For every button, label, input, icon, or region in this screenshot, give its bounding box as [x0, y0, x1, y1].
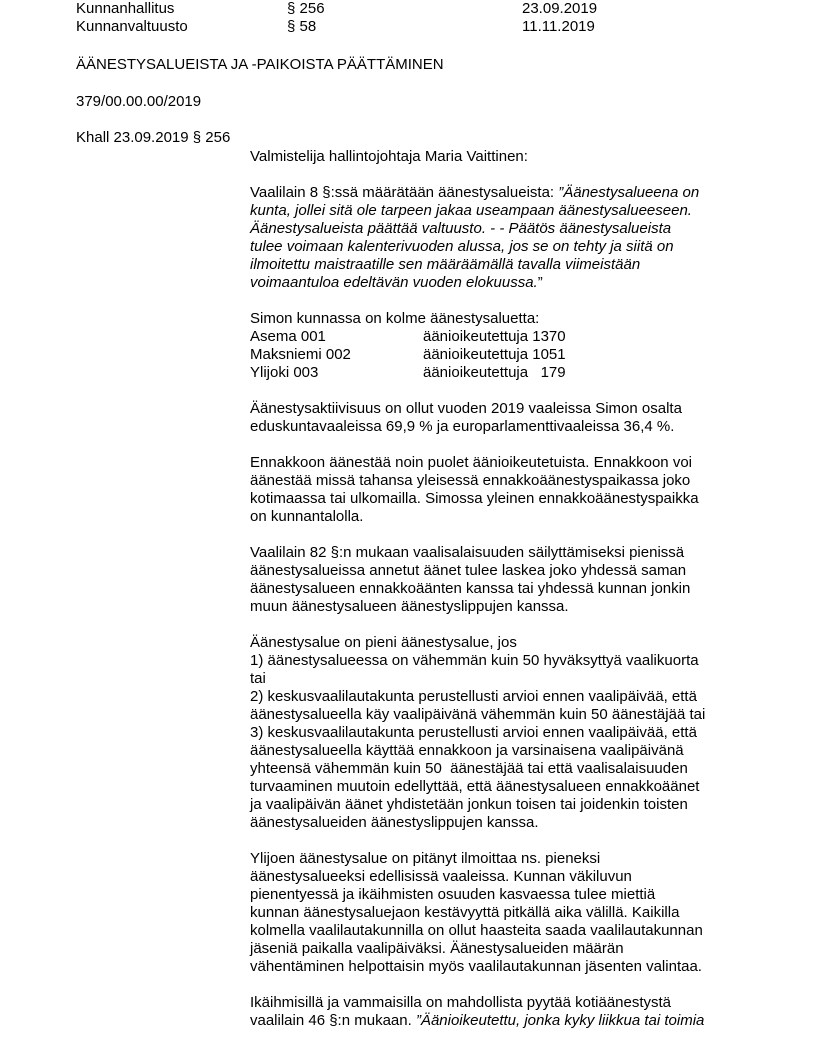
- paragraph-turnout: Äänestysaktiivisuus on ollut vuoden 2019 vaaleissa Simon osalta eduskuntavaaleissa 69,9 % ja europarlamenttivaaleissa 36,4 %.: [250, 400, 682, 435]
- district-row: Asema 001 äänioikeutettuja 1370: [250, 328, 566, 345]
- paragraph-small-district: Äänestysalue on pieni äänestysalue, jos 1) äänestysalueessa on vähemmän kuin 50 hyväksyttyä vaalikuorta tai 2) keskusvaalilautakunta perustellusti arvioi ennen vaalipäivää, että äänestysalueella käy vaalipäivänä vähemmän kuin 50 äänestäjää tai 3) keskusvaalilautakunta perustellusti arvioi ennen vaalipäivää, että äänestysalueella käyttää ennakkoon ja varsinaisena vaalipäivänä yhteensä vähemmän kuin 50 äänestäjää tai että vaalisalaisuuden turvaaminen muutoin edellyttää, että äänestysalueen ennakkoäänet ja vaalipäivän äänet yhdistetään jonkun toisen tai joidenkin toisten äänestysalueiden äänestyslippujen kanssa.: [250, 634, 706, 831]
- paragraph-ylijoki: Ylijoen äänestysalue on pitänyt ilmoittaa ns. pieneksi äänestysalueeksi edellisissä vaaleissa. Kunnan väkiluvun pienentyessä ja ikäihmisten osuuden kasvaessa tulee miettiä kunnan äänestysaluejaon kestävyyttä pitkällä aika välillä. Kaikilla kolmella vaalilautakunnilla on ollut haasteita saada vaalilautakunnan jäseniä paikalla vaalipäiväksi. Äänestysalueiden määrän vähentäminen helpottaisin myös vaalilautakunnan jäsenten valintaa.: [250, 850, 703, 975]
- header-body-2: Kunnanvaltuusto: [76, 18, 188, 35]
- districts-section: [250, 310, 750, 382]
- document-body: [250, 148, 750, 1030]
- case-number: 379/00.00.00/2019: [76, 93, 202, 110]
- header-date-1: 23.09.2019: [522, 0, 598, 17]
- paragraph-advance-voting: Ennakkoon äänestää noin puolet äänioikeutetuista. Ennakkoon voi äänestää missä tahansa yleisessä ennakkoäänestyspaikassa joko kotimaassa tai ulkomailla. Simossa yleinen ennakkoäänestyspaikka on kunnantalolla.: [250, 454, 699, 525]
- meeting-reference: Khall 23.09.2019 § 256: [76, 129, 231, 146]
- header-section-2: § 58: [287, 18, 317, 35]
- district-row: Maksniemi 002 äänioikeutettuja 1051: [250, 346, 566, 363]
- header-date-2: 11.11.2019: [522, 18, 595, 35]
- page-title: ÄÄNESTYSALUEISTA JA -PAIKOISTA PÄÄTTÄMINEN: [76, 56, 444, 73]
- header-body-1: Kunnanhallitus: [76, 0, 175, 17]
- preparer-line: Valmistelija hallintojohtaja Maria Vaittinen:: [250, 148, 528, 165]
- paragraph-home-voting: Ikäihmisillä ja vammaisilla on mahdollista pyytää kotiäänestystä vaalilain 46 §:n mukaan. ”Äänioikeutettu, jonka kyky liikkua tai toimia: [250, 994, 705, 1029]
- paragraph-election-law-82: Vaalilain 82 §:n mukaan vaalisalaisuuden säilyttämiseksi pienissä äänestysalueissa annetut äänet tulee laskea joko yhdessä saman äänestysalueen ennakkoäänten kanssa tai yhdessä kunnan jonkin muun äänestysalueen äänestyslippujen kanssa.: [250, 544, 691, 615]
- districts-intro: Simon kunnassa on kolme äänestysaluetta:: [250, 310, 540, 327]
- district-row: Ylijoki 003 äänioikeutettuja 179: [250, 364, 566, 381]
- paragraph-election-law-8: Vaalilain 8 §:ssä määrätään äänestysalueista: ”Äänestysalueena on kunta, jollei sitä ole tarpeen jakaa useampaan äänestysalueeseen. Äänestysalueista päättää valtuusto. - - Päätös äänestysalueista tulee voimaan kalenterivuoden alussa, jos se on tehty ja siitä on ilmoitettu maistraatille sen määräämällä tavalla viimeistään voimaantuloa edeltävän vuoden elokuussa.”: [250, 184, 700, 291]
- header-section-1: § 256: [287, 0, 325, 17]
